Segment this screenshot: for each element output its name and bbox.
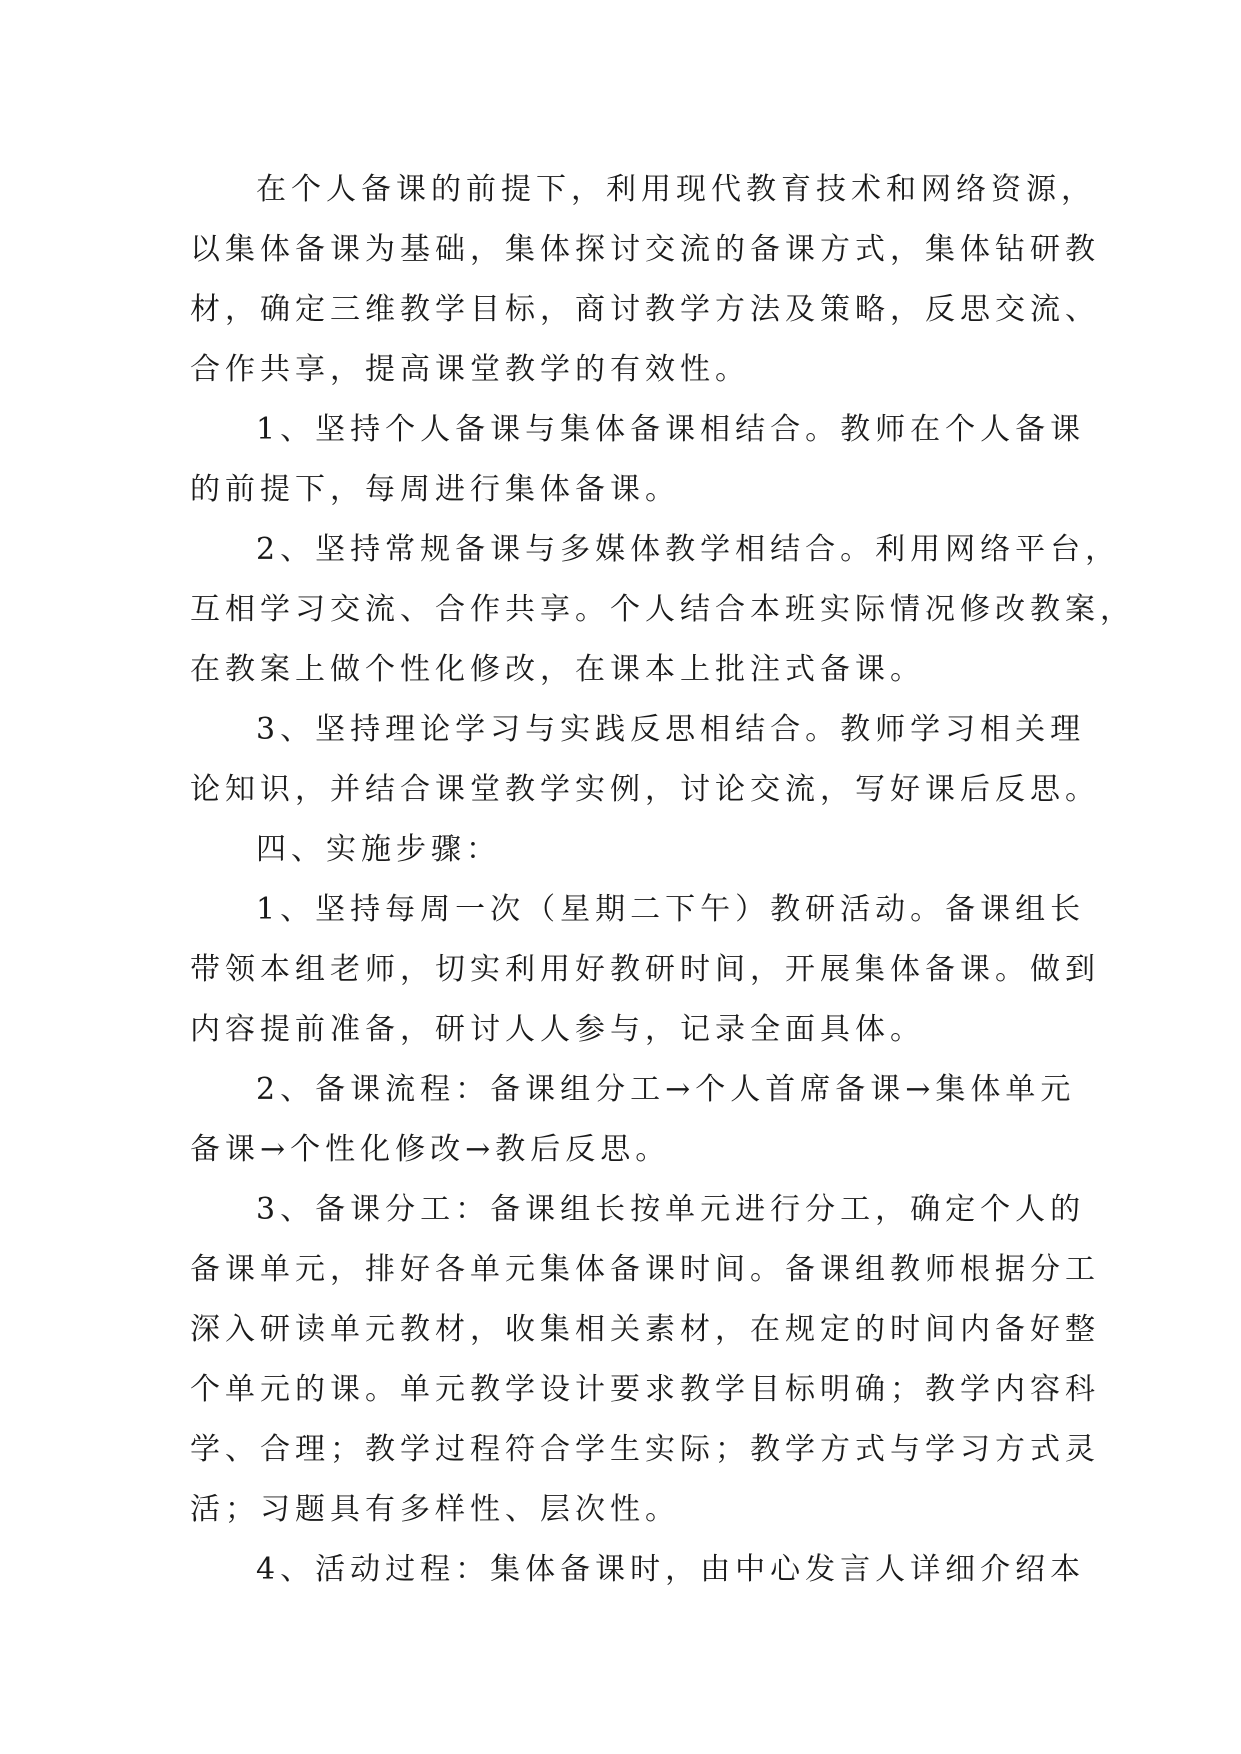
- text-line: 在教案上做个性化修改，在课本上批注式备课。: [190, 652, 925, 687]
- text-line: 备课→个性化修改→教后反思。: [190, 1132, 671, 1167]
- text-line: 以集体备课为基础，集体探讨交流的备课方式，集体钻研教: [190, 232, 1100, 267]
- text-line: 2、备课流程：备课组分工→个人首席备课→集体单元: [256, 1072, 1076, 1107]
- text-line: 备课单元，排好各单元集体备课时间。备课组教师根据分工: [190, 1252, 1100, 1287]
- text-line: 1、坚持每周一次（星期二下午）教研活动。备课组长: [256, 892, 1086, 927]
- document-body: [190, 160, 1135, 1600]
- text-line: 内容提前准备，研讨人人参与，记录全面具体。: [190, 1012, 925, 1047]
- text-line: 活；习题具有多样性、层次性。: [190, 1492, 680, 1527]
- text-line: 带领本组老师，切实利用好教研时间，开展集体备课。做到: [190, 952, 1100, 987]
- text-line: 3、坚持理论学习与实践反思相结合。教师学习相关理: [256, 712, 1086, 747]
- text-line: 3、备课分工：备课组长按单元进行分工，确定个人的: [256, 1192, 1086, 1227]
- text-line: 1、坚持个人备课与集体备课相结合。教师在个人备课: [256, 412, 1086, 447]
- text-line: 深入研读单元教材，收集相关素材，在规定的时间内备好整: [190, 1312, 1100, 1347]
- text-line: 的前提下，每周进行集体备课。: [190, 472, 680, 507]
- section-heading: 四、实施步骤：: [256, 832, 501, 867]
- text-line: 在个人备课的前提下，利用现代教育技术和网络资源，: [256, 172, 1096, 207]
- text-line: 2、坚持常规备课与多媒体教学相结合。利用网络平台，: [256, 532, 1121, 567]
- text-line: 4、活动过程：集体备课时，由中心发言人详细介绍本: [256, 1552, 1086, 1587]
- text-line: 学、合理；教学过程符合学生实际；教学方式与学习方式灵: [190, 1432, 1100, 1467]
- text-line: 互相学习交流、合作共享。个人结合本班实际情况修改教案，: [190, 592, 1135, 627]
- text-line: 个单元的课。单元教学设计要求教学目标明确；教学内容科: [190, 1372, 1100, 1407]
- text-line: 合作共享，提高课堂教学的有效性。: [190, 352, 750, 387]
- text-line: 材，确定三维教学目标，商讨教学方法及策略，反思交流、: [190, 292, 1100, 327]
- text-line: 论知识，并结合课堂教学实例，讨论交流，写好课后反思。: [190, 772, 1100, 807]
